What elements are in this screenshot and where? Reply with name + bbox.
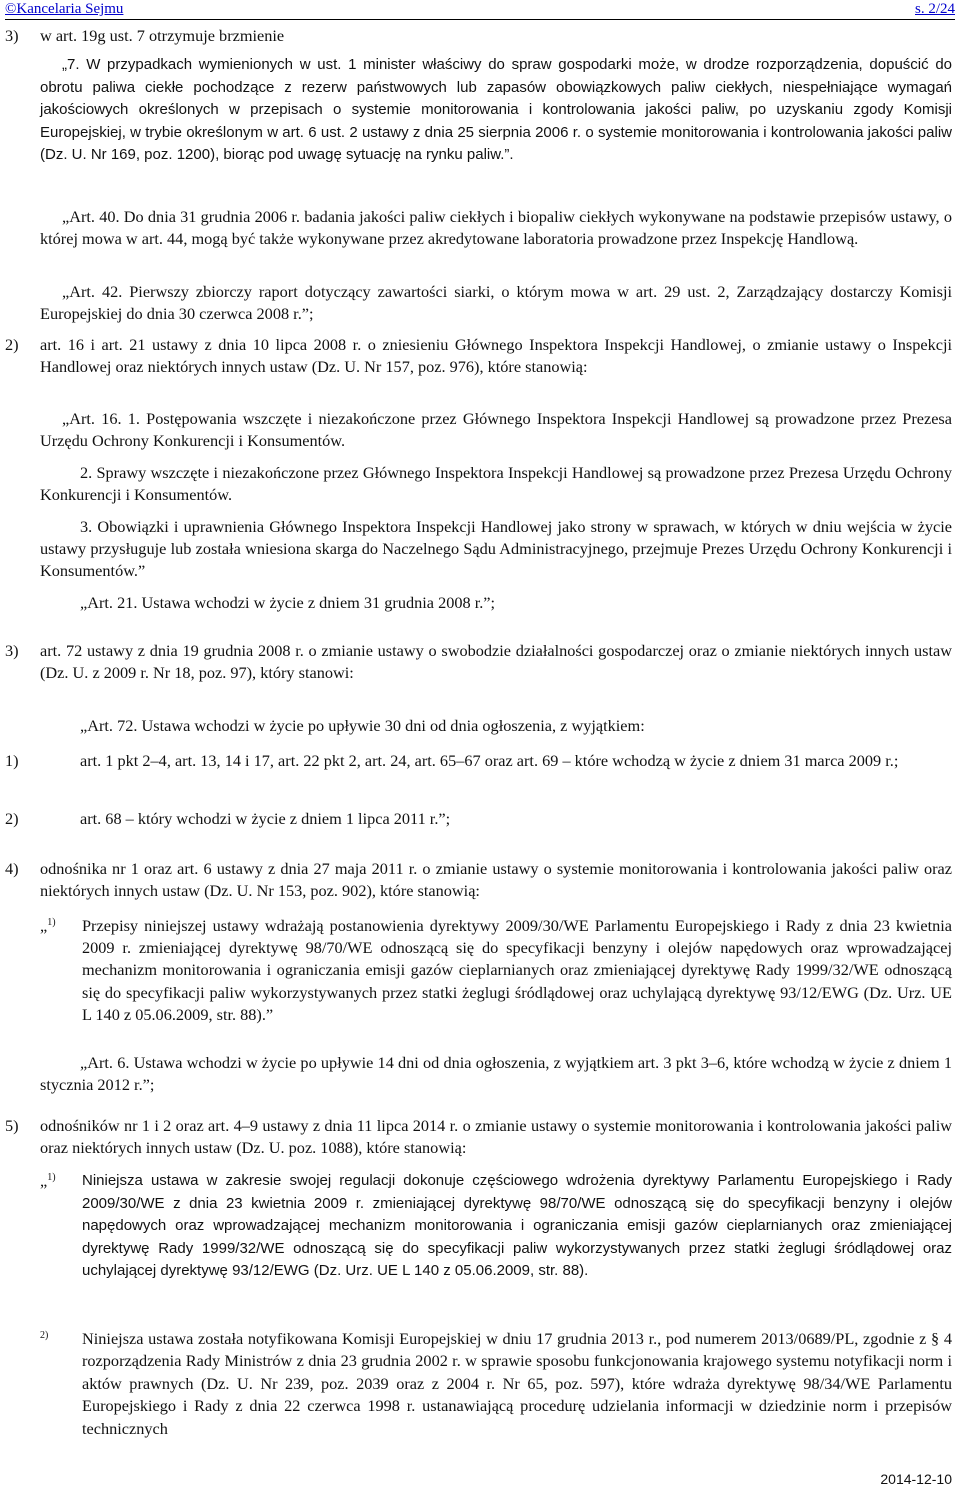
paragraph: Niniejsza ustawa została notyfikowana Komisji Europejskiej w dniu 17 grudnia 2013 r., pod numerem 2013/0689/PL, zgodnie z § 4 rozporządzenia Rady Ministrów z dnia 23 grudnia 2002 r. w sprawie sposobu funkcjonowania krajowego systemu notyfikacji norm i aktów prawnych (Dz. U. Nr 239, poz. 2039 oraz z 2004 r. Nr 65, poz. 597), które wdraża dyrektywę 98/34/WE Parlamentu Europejskiego i Rady z dnia 22 czerwca 1998 r. ustanawiającą procedurę udzielania informacji w dziedzinie norm i przepisów technicznych (82, 1329, 952, 1438)
paragraph: art. 68 – który wchodzi w życie z dniem 1 lipca 2011 r.”; (80, 809, 451, 828)
item-number: 3) (5, 641, 19, 660)
publisher-link[interactable]: ©Kancelaria Sejmu (5, 1, 124, 17)
footnote-marker: 2) (40, 1330, 49, 1341)
paragraph: Przepisy niniejszej ustawy wdrażają postanowienia dyrektywy 2009/30/WE Parlamentu Europejskiego i Rady z dnia 23 kwietnia 2009 r. zmieniającej dyrektywę 98/70/WE odnoszącą się do specyfikacji benzyny i olejów napędowych oraz wprowadzającej mechanizm monitorowania i ograniczania emisji gazów cieplarnianych oraz zmieniającej dyrektywę Rady 1999/32/WE odnoszącą się do specyfikacji paliw wykorzystywanych przez statki żeglugi śródlądowej oraz uchylającą dyrektywę 93/12/EWG (Dz. Urz. UE L 140 z 05.06.2009, str. 88).” (82, 916, 952, 1024)
paragraph: „7. W przypadkach wymienionych w ust. 1 minister właściwy do spraw gospodarki może, w drodze rozporządzenia, dopuścić do obrotu paliwa ciekłe pochodzące z rezerw państwowych lub zapasów obowiązkowych paliw ciekłych, niespełniające wymagań jakościowych określonych w przepisach o systemie monitorowania i kontrolowania jakości paliw, po uzyskaniu zgody Komisji Europejskiej, w trybie określonym w art. 6 ust. 2 ustawy z dnia 25 sierpnia 2006 r. o systemie monitorowania i kontrolowania jakości paliw (Dz. U. Nr 169, poz. 1200), biorąc pod uwagę sytuację na rynku paliw.”. (40, 56, 952, 164)
paragraph: w art. 19g ust. 7 otrzymuje brzmienie (40, 26, 285, 45)
paragraph: „Art. 40. Do dnia 31 grudnia 2006 r. badania jakości paliw ciekłych i biopaliw ciekłych wykonywane na podstawie przepisów ustawy, o której mowa w art. 44, mogą być także wykonywane przez akredytowane laboratoria prowadzone przez Inspekcję Handlową. (40, 207, 952, 249)
paragraph: „Art. 21. Ustawa wchodzi w życie z dniem 31 grudnia 2008 r.”; (80, 593, 496, 612)
paragraph: art. 1 pkt 2–4, art. 13, 14 i 17, art. 22 pkt 2, art. 24, art. 65–67 oraz art. 69 – które wchodzą w życie z dniem 31 marca 2009 r.; (80, 751, 899, 770)
paragraph: „Art. 72. Ustawa wchodzi w życie po upływie 30 dni od dnia ogłoszenia, z wyjątkiem: (80, 716, 645, 735)
paragraph: 2. Sprawy wszczęte i niezakończone przez Głównego Inspektora Inspekcji Handlowej są prowadzone przez Prezesa Urzędu Ochrony Konkurencji i Konsumentów. (40, 463, 952, 505)
footnote-marker: „$^{1)}$ (40, 916, 56, 935)
item-number: 5) (5, 1116, 19, 1135)
item-number: 4) (5, 859, 19, 878)
item-number: 3) (5, 26, 19, 45)
item-number: 2) (5, 335, 19, 354)
paragraph: 3. Obowiązki i uprawnienia Głównego Inspektora Inspekcji Handlowej jako strony w sprawach, w których w dniu wejścia w życie ustawy przysługuje lub została wniesiona skarga do Naczelnego Sądu Administracyjnego, przejmuje Prezes Urzędu Ochrony Konkurencji i Konsumentów.” (40, 517, 952, 581)
paragraph: „Art. 42. Pierwszy zbiorczy raport dotyczący zawartości siarki, o którym mowa w art. 29 ust. 2, Zarządzający dostarczy Komisji Europejskiej do dnia 30 czerwca 2008 r.”; (40, 282, 952, 324)
paragraph: „Art. 6. Ustawa wchodzi w życie po upływie 14 dni od dnia ogłoszenia, z wyjątkiem art. 3 pkt 3–6, które wchodzą w życie z dniem 1 stycznia 2012 r.”; (40, 1053, 952, 1095)
footnote-marker: „$^{1)}$ (40, 1171, 56, 1190)
item-number: 1) (5, 751, 19, 770)
footer-date: 2014-12-10 (880, 1471, 952, 1487)
paragraph: odnośników nr 1 i 2 oraz art. 4–9 ustawy z dnia 11 lipca 2014 r. o zmianie ustawy o systemie monitorowania i kontrolowania jakości paliw oraz niektórych innych ustaw (Dz. U. poz. 1088), które stanowią: (40, 1116, 952, 1158)
page-number-link[interactable]: s. 2/24 (914, 1, 955, 17)
paragraph: Niniejsza ustawa w zakresie swojej regulacji dokonuje częściowego wdrożenia dyrektywy Parlamentu Europejskiego i Rady 2009/30/WE z dnia 23 kwietnia 2009 r. zmieniającej dyrektywę 98/70/WE odnoszącą się do specyfikacji benzyny i olejów napędowych oraz wprowadzającej mechanizm monitorowania i ograniczania emisji gazów cieplarnianych oraz zmieniającej dyrektywę Rady 1999/32/WE odnoszącą się do specyfikacji paliw wykorzystywanych przez statki żeglugi śródlądowej oraz uchylającej dyrektywę 93/12/EWG (Dz. Urz. UE L 140 z 05.06.2009, str. 88). (82, 1172, 952, 1280)
paragraph: odnośnika nr 1 oraz art. 6 ustawy z dnia 27 maja 2011 r. o zmianie ustawy o systemie monitorowania i kontrolowania jakości paliw oraz niektórych innych ustaw (Dz. U. Nr 153, poz. 902), które stanowią: (40, 859, 952, 901)
paragraph: art. 16 i art. 21 ustawy z dnia 10 lipca 2008 r. o zniesieniu Głównego Inspektora Inspekcji Handlowej, o zmianie ustawy o Inspekcji Handlowej oraz niektórych innych ustaw (Dz. U. Nr 157, poz. 976), które stanowią: (40, 335, 952, 377)
paragraph: „Art. 16. 1. Postępowania wszczęte i niezakończone przez Głównego Inspektora Inspekcji Handlowej są prowadzone przez Prezesa Urzędu Ochrony Konkurencji i Konsumentów. (40, 409, 952, 451)
page-header (5, 0, 955, 20)
paragraph: art. 72 ustawy z dnia 19 grudnia 2008 r. o zmianie ustawy o swobodzie działalności gospodarczej oraz o zmianie niektórych innych ustaw (Dz. U. z 2009 r. Nr 18, poz. 97), który stanowi: (40, 641, 952, 683)
item-number: 2) (5, 809, 19, 828)
